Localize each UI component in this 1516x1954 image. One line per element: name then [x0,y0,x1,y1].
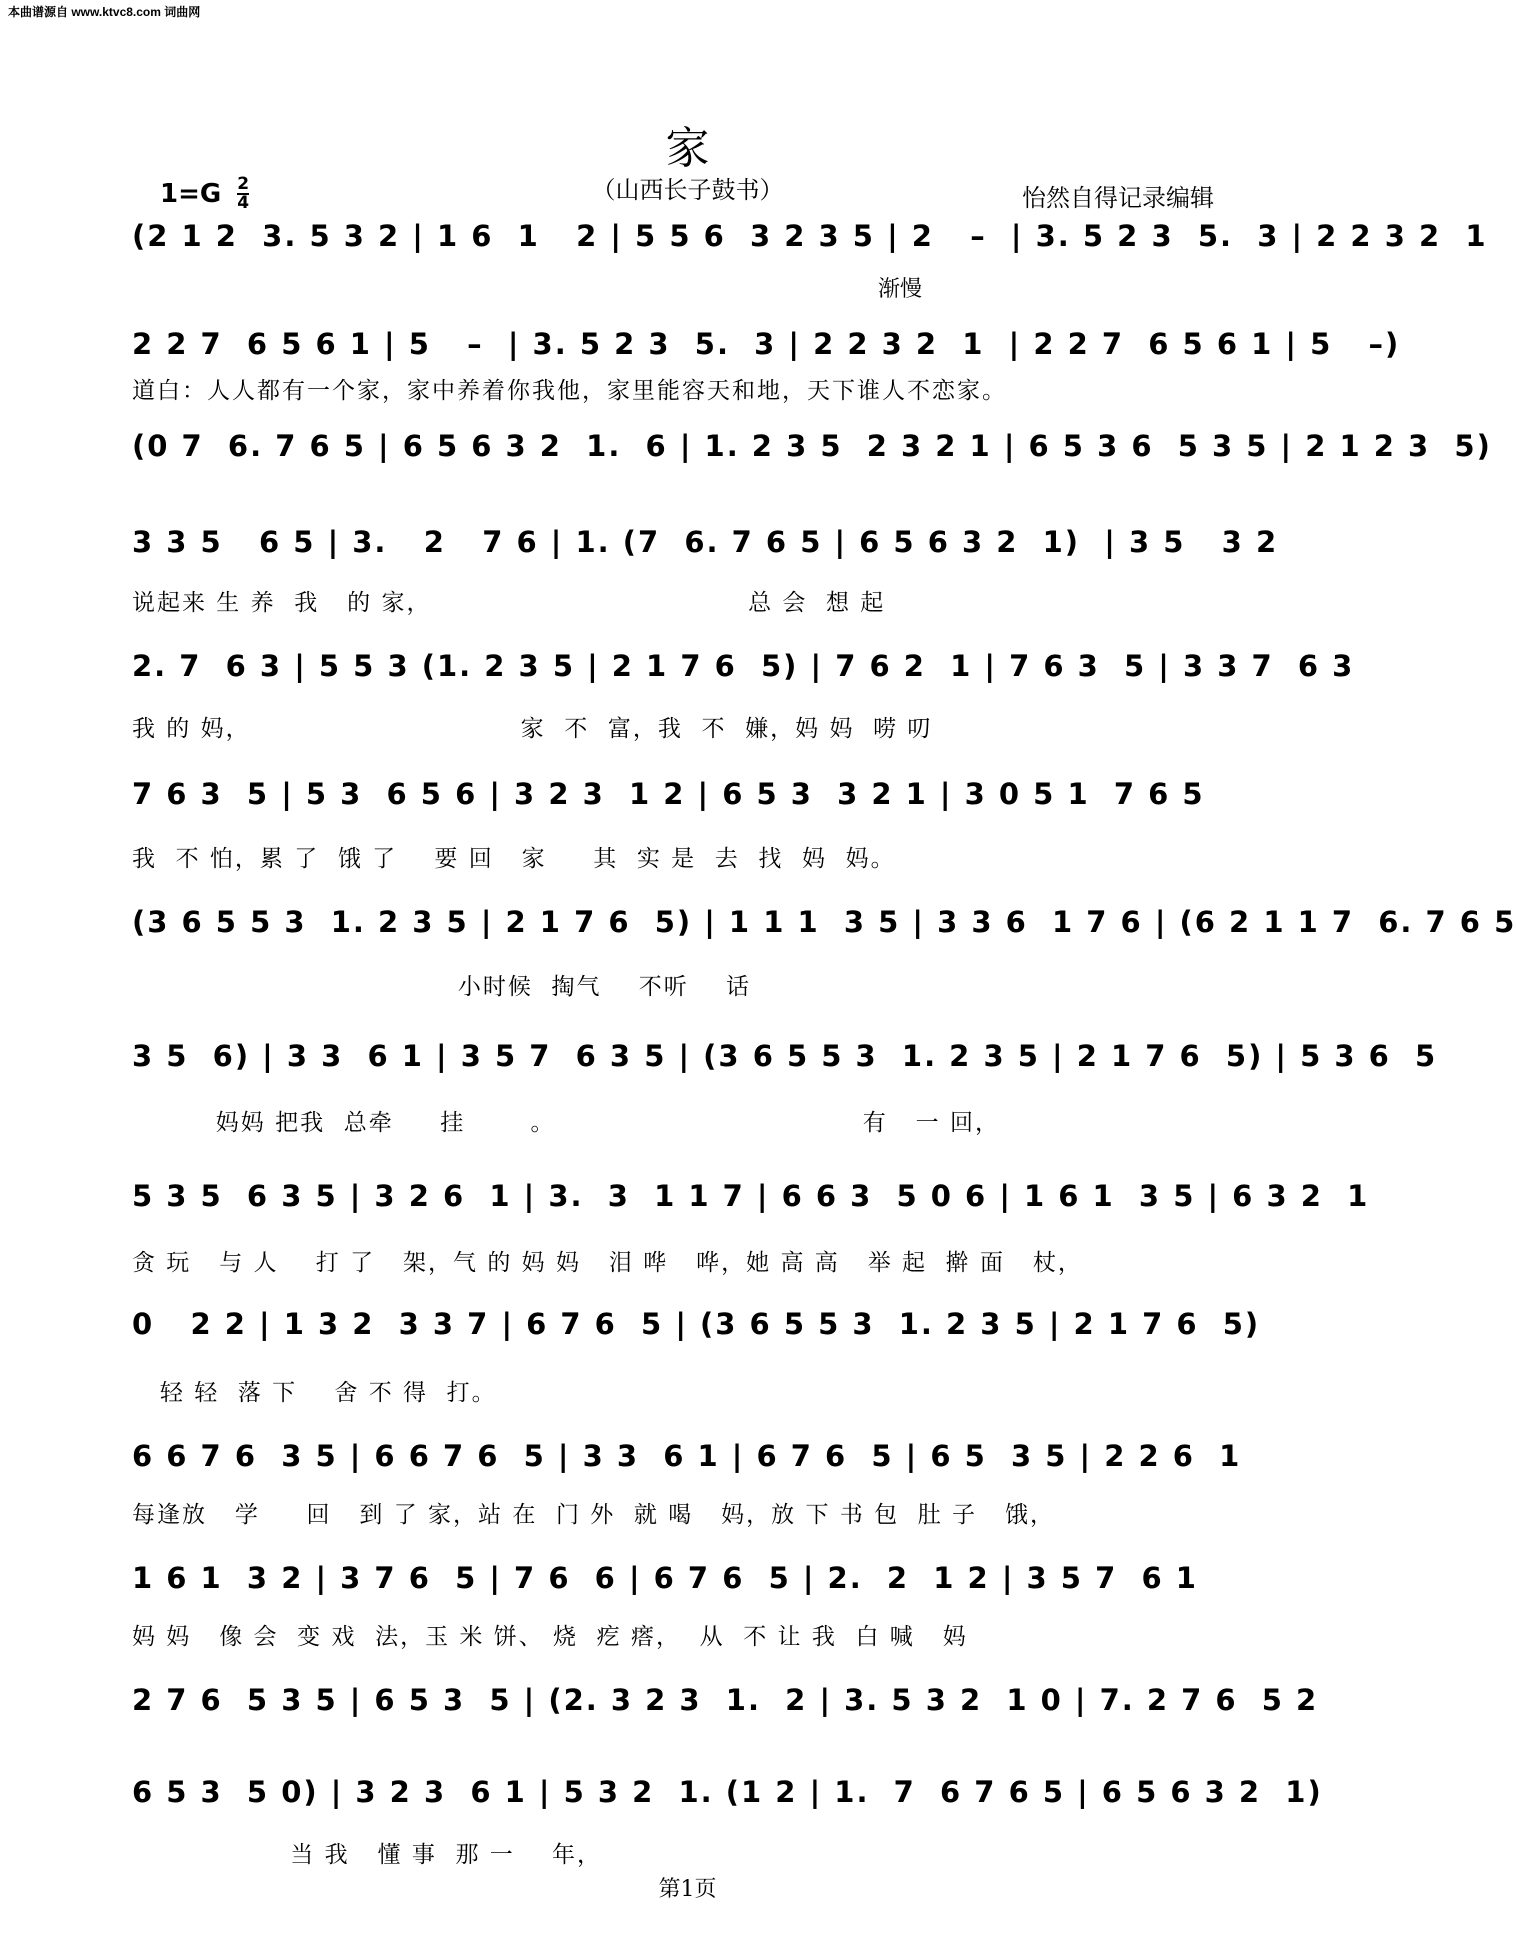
score-row-6: 7 6 3 5 | 5 3 6 5 6 | 3 2 3 1 2 | 6 5 3 3 2 1 | 3 0 5 1 7 6 5 [132,777,1205,811]
meter-bottom: 4 [237,193,250,213]
lyric-row-10: 轻 轻 落 下 舍 不 得 打。 [132,1380,497,1406]
song-title: 家 [665,123,710,174]
score-row-10: 0 2 2 | 1 3 2 3 3 7 | 6 7 6 5 | (3 6 5 5 3 1. 2 3 5 | 2 1 7 6 5) [132,1307,1261,1341]
song-subtitle: （山西长子鼓书） [591,176,784,204]
score-row-3: (0 7 6. 7 6 5 | 6 5 6 3 2 1. 6 | 1. 2 3 5 2 3 2 1 | 6 5 3 6 5 3 5 | 2 1 2 3 5) [132,429,1492,463]
score-row-2: 2 2 7 6 5 6 1 | 5 – | 3. 5 2 3 5. 3 | 2 2 3 2 1 | 2 2 7 6 5 6 1 | 5 –) [132,327,1401,361]
score-row-14: 6 5 3 5 0) | 3 2 3 6 1 | 5 3 2 1. (1 2 | 1. 7 6 7 6 5 | 6 5 6 3 2 1) [132,1775,1323,1809]
tempo-annotation: 渐慢 [878,277,923,302]
lyric-row-2: 道白：人人都有一个家，家中养着你我他，家里能容天和地，天下谁人不恋家。 [132,378,1007,404]
lyric-row-7: 小时候 掏气 不听 话 [132,974,751,1000]
score-row-5: 2. 7 6 3 | 5 5 3 (1. 2 3 5 | 2 1 7 6 5) | 7 6 2 1 | 7 6 3 5 | 3 3 7 6 3 [132,649,1355,683]
time-signature [237,176,249,212]
score-row-9: 5 3 5 6 3 5 | 3 2 6 1 | 3. 3 1 1 7 | 6 6 3 5 0 6 | 1 6 1 3 5 | 6 3 2 1 [132,1179,1370,1213]
meter-top: 2 [237,174,250,194]
key-signature [160,176,249,212]
lyric-row-5: 我 的 妈， 家 不 富，我 不 嫌，妈 妈 唠 叨 [132,716,933,742]
score-row-11: 6 6 7 6 3 5 | 6 6 7 6 5 | 3 3 6 1 | 6 7 6 5 | 6 5 3 5 | 2 2 6 1 [132,1439,1242,1473]
lyric-row-14: 当 我 懂 事 那 一 年， [132,1842,603,1868]
arranger-credit: 怡然自得记录编辑 [1022,184,1214,212]
key-label: 1=G [160,179,222,209]
lyric-row-12: 妈 妈 像 会 变 戏 法，玉 米 饼、 烧 疙 瘩， 从 不 让 我 白 喊 妈 [132,1624,968,1650]
lyric-row-11: 每逢放 学 回 到 了 家，站 在 门 外 就 喝 妈，放 下 书 包 肚 子 饿， [132,1502,1055,1528]
lyric-row-4: 说起来 生 养 我 的 家， 总 会 想 起 [132,590,886,616]
score-row-7: (3 6 5 5 3 1. 2 3 5 | 2 1 7 6 5) | 1 1 1 3 5 | 3 3 6 1 7 6 | (6 2 1 1 7 6. 7 6 5 [132,905,1516,939]
source-note: 本曲谱源自 www.ktvc8.com 词曲网 [8,5,201,19]
score-row-8: 3 5 6) | 3 3 6 1 | 3 5 7 6 3 5 | (3 6 5 5 3 1. 2 3 5 | 2 1 7 6 5) | 5 3 6 5 [132,1039,1438,1073]
score-row-1: (2 1 2 3. 5 3 2 | 1 6 1 2 | 5 5 6 3 2 3 5 | 2 – | 3. 5 2 3 5. 3 | 2 2 3 2 1 [132,219,1488,253]
lyric-row-9: 贪 玩 与 人 打 了 架，气 的 妈 妈 泪 哗 哗，她 高 高 举 起 擀 面 杖， [132,1250,1083,1276]
score-row-13: 2 7 6 5 3 5 | 6 5 3 5 | (2. 3 2 3 1. 2 | 3. 5 3 2 1 0 | 7. 2 7 6 5 2 [132,1683,1319,1717]
lyric-row-6: 我 不 怕，累 了 饿 了 要 回 家 其 实 是 去 找 妈 妈。 [132,846,896,872]
page-number: 第1页 [658,1877,717,1902]
lyric-row-8: 妈妈 把我 总牵 挂 。 有 一 回， [132,1110,1000,1136]
score-row-4: 3 3 5 6 5 | 3. 2 7 6 | 1. (7 6. 7 6 5 | 6 5 6 3 2 1) | 3 5 3 2 [132,525,1279,559]
score-row-12: 1 6 1 3 2 | 3 7 6 5 | 7 6 6 | 6 7 6 5 | 2. 2 1 2 | 3 5 7 6 1 [132,1561,1198,1595]
